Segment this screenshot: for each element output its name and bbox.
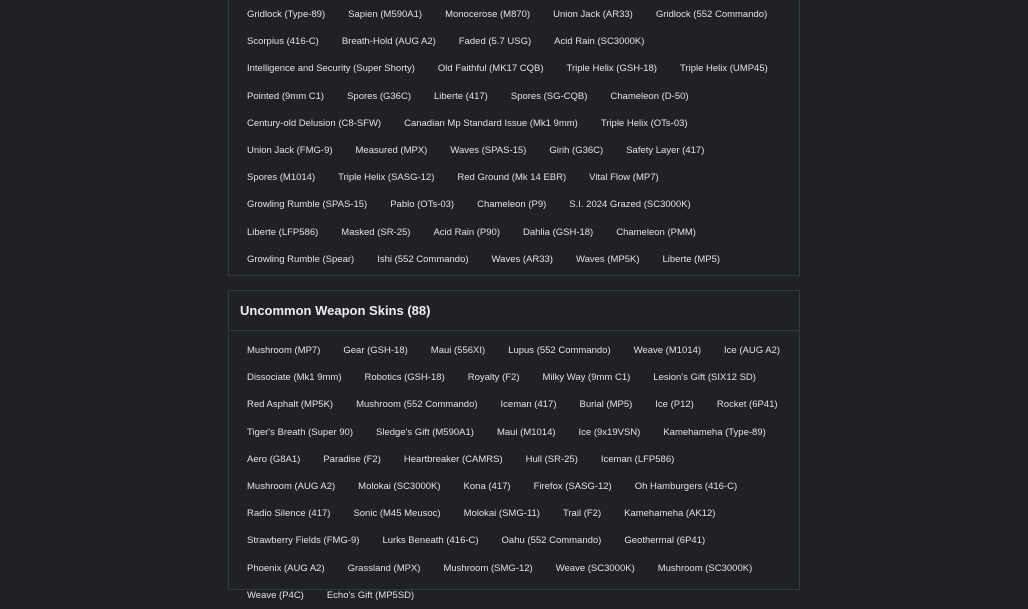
skin-item[interactable]: Union Jack (FMG-9) (247, 144, 333, 156)
skin-item[interactable]: Mushroom (MP7) (247, 345, 321, 356)
skin-item[interactable]: Vital Flow (MP7) (589, 172, 659, 184)
skin-item[interactable]: Hull (SR-25) (525, 453, 578, 465)
skin-item[interactable]: Kona (417) (463, 480, 511, 492)
skin-item[interactable]: Molokai (SMG-11) (463, 508, 540, 520)
skin-item[interactable]: Red Ground (Mk 14 EBR) (457, 172, 567, 184)
skin-item[interactable]: Liberte (MP5) (662, 253, 721, 265)
skin-item[interactable]: Old Faithful (MK17 CQB) (437, 63, 544, 75)
skin-item[interactable]: Growling Rumble (Spear) (247, 253, 355, 265)
skin-item[interactable]: Waves (AR33) (491, 253, 553, 265)
skin-item[interactable]: Weave (M1014) (633, 345, 702, 356)
uncommon-skins-panel (228, 290, 800, 601)
skin-item[interactable]: Gear (GSH-18) (343, 345, 408, 356)
skin-item[interactable]: Echo's Gift (MP5SD) (326, 589, 415, 601)
skin-item[interactable]: Maui (556XI) (430, 345, 486, 356)
skin-item[interactable]: Chameleon (PMM) (616, 226, 696, 238)
skin-item[interactable]: Weave (P4C) (247, 589, 304, 601)
skin-item[interactable]: Acid Rain (P90) (433, 226, 500, 238)
skin-item[interactable]: Sonic (M45 Meusoc) (353, 508, 441, 520)
skin-item[interactable]: Measured (MPX) (355, 144, 428, 156)
skin-item[interactable]: Strawberry Fields (FMG-9) (247, 535, 360, 547)
skin-item[interactable]: Sledge's Gift (M590A1) (376, 426, 474, 438)
skin-item[interactable]: Oahu (552 Commando) (501, 535, 602, 547)
skin-item[interactable]: Triple Helix (UMP45) (679, 63, 768, 75)
skin-item[interactable]: Triple Helix (GSH-18) (566, 63, 657, 75)
skin-item[interactable]: Spores (G36C) (347, 90, 411, 102)
skin-item[interactable]: Pointed (9mm C1) (247, 90, 325, 102)
skin-item[interactable]: Burial (MP5) (579, 399, 633, 411)
skin-item[interactable]: Girih (G36C) (549, 144, 604, 156)
rare-skins-panel (228, 0, 800, 276)
skin-item[interactable]: Heartbreaker (CAMRS) (403, 453, 503, 465)
skin-item[interactable]: Gridlock (Type-89) (247, 9, 326, 20)
skin-item[interactable]: Royalty (F2) (467, 372, 520, 384)
skin-item[interactable]: Union Jack (AR33) (553, 9, 633, 20)
skin-item[interactable]: Sapien (M590A1) (348, 9, 423, 20)
skin-item[interactable]: Gridlock (552 Commando) (655, 9, 768, 20)
skin-item[interactable]: Mushroom (SC3000K) (657, 562, 753, 574)
skin-item[interactable]: Tiger's Breath (Super 90) (247, 426, 354, 438)
skin-item[interactable]: Grassland (MPX) (347, 562, 421, 574)
skin-item[interactable]: Lesion's Gift (SIX12 SD) (653, 372, 756, 384)
skin-item[interactable]: Canadian Mp Standard Issue (Mk1 9mm) (404, 117, 578, 129)
skin-item[interactable]: Growling Rumble (SPAS-15) (247, 199, 368, 211)
skin-item[interactable]: Masked (SR-25) (341, 226, 411, 238)
skin-item[interactable]: Pablo (OTs-03) (390, 199, 455, 211)
skin-item[interactable]: Waves (SPAS-15) (450, 144, 527, 156)
skin-item[interactable]: Iceman (LFP586) (600, 453, 675, 465)
skin-item[interactable]: Ice (P12) (655, 399, 694, 411)
skin-item[interactable]: Milky Way (9mm C1) (542, 372, 631, 384)
skin-item[interactable]: Lurks Beneath (416-C) (382, 535, 479, 547)
skin-item[interactable]: Iceman (417) (500, 399, 557, 411)
skin-item[interactable]: Mushroom (AUG A2) (247, 480, 336, 492)
skin-item[interactable]: Lupus (552 Commando) (508, 345, 611, 356)
skin-item[interactable]: Ishi (552 Commando) (377, 253, 469, 265)
skin-item[interactable]: Paradise (F2) (323, 453, 381, 465)
skin-item[interactable]: Robotics (GSH-18) (364, 372, 445, 384)
skin-item[interactable]: Red Asphalt (MP5K) (247, 399, 334, 411)
skin-item[interactable]: Dissociate (Mk1 9mm) (247, 372, 342, 384)
skin-item[interactable]: Liberte (417) (433, 90, 488, 102)
skin-item[interactable]: Radio Silence (417) (247, 508, 331, 520)
skin-item[interactable]: Chameleon (P9) (477, 199, 547, 211)
skin-item[interactable]: Breath-Hold (AUG A2) (341, 36, 436, 48)
rare-skins-grid (229, 0, 799, 273)
skin-item[interactable]: Ice (9x19VSN) (578, 426, 641, 438)
skin-item[interactable]: Mushroom (552 Commando) (356, 399, 478, 411)
skin-item[interactable]: Spores (M1014) (247, 172, 316, 184)
skin-item[interactable]: Mushroom (SMG-12) (443, 562, 533, 574)
skin-item[interactable]: Faded (5.7 USG) (458, 36, 532, 48)
uncommon-skins-grid (229, 331, 799, 609)
skin-item[interactable]: Aero (G8A1) (247, 453, 301, 465)
skin-item[interactable]: Intelligence and Security (Super Shorty) (247, 63, 415, 75)
skin-item[interactable]: Century-old Delusion (C8-SFW) (247, 117, 382, 129)
skin-item[interactable]: Trail (F2) (562, 508, 602, 520)
skin-item[interactable]: Safety Layer (417) (626, 144, 705, 156)
skin-item[interactable]: Maui (M1014) (496, 426, 556, 438)
skin-item[interactable]: Weave (SC3000K) (555, 562, 635, 574)
skin-item[interactable]: Liberte (LFP586) (247, 226, 319, 238)
skin-item[interactable]: Firefox (SASG-12) (533, 480, 612, 492)
skin-item[interactable]: Rocket (6P41) (716, 399, 778, 411)
skin-item[interactable]: Spores (SG-CQB) (510, 90, 588, 102)
skin-item[interactable]: Molokai (SC3000K) (358, 480, 441, 492)
skin-item[interactable]: S.I. 2024 Grazed (SC3000K) (569, 199, 691, 211)
skin-item[interactable]: Triple Helix (OTs-03) (600, 117, 688, 129)
skin-item[interactable]: Ice (AUG A2) (724, 345, 781, 356)
skin-item[interactable]: Scorpius (416-C) (247, 36, 319, 48)
skin-item[interactable]: Triple Helix (SASG-12) (338, 172, 435, 184)
skin-item[interactable]: Kamehameha (AK12) (624, 508, 716, 520)
skin-item[interactable]: Acid Rain (SC3000K) (554, 36, 645, 48)
skin-item[interactable]: Monocerose (M870) (445, 9, 531, 20)
skin-item[interactable]: Phoenix (AUG A2) (247, 562, 325, 574)
skin-item[interactable]: Oh Hamburgers (416-C) (634, 480, 738, 492)
skin-item[interactable]: Chameleon (D-50) (610, 90, 689, 102)
skin-item[interactable]: Waves (MP5K) (575, 253, 640, 265)
skin-item[interactable]: Dahlia (GSH-18) (523, 226, 594, 238)
skin-item[interactable]: Geothermal (6P41) (624, 535, 706, 547)
section-title: Uncommon Weapon Skins (88) (229, 291, 799, 331)
skin-item[interactable]: Kamehameha (Type-89) (663, 426, 766, 438)
